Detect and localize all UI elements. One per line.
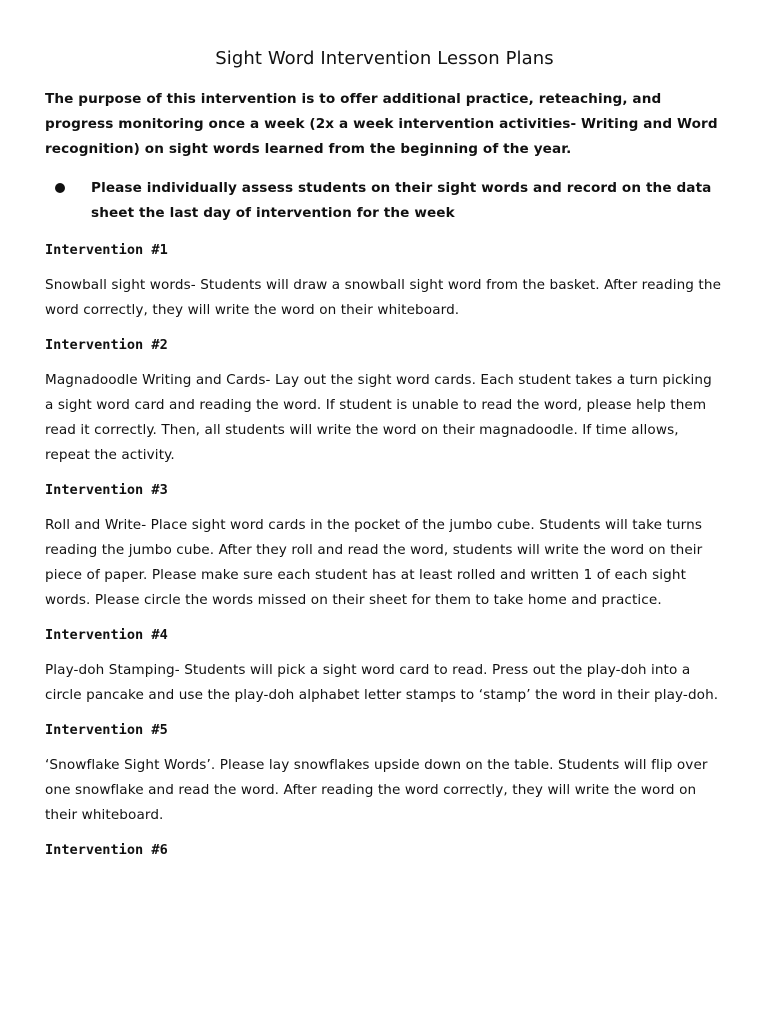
intervention-6	[45, 840, 724, 860]
intervention-3	[45, 480, 724, 613]
assessment-bullet-list	[45, 176, 724, 226]
intervention-heading: Intervention #2	[45, 337, 168, 353]
document-title: Sight Word Intervention Lesson Plans	[215, 48, 554, 69]
intervention-heading: Intervention #1	[45, 242, 168, 258]
intervention-4	[45, 625, 724, 708]
purpose-paragraph: The purpose of this intervention is to offer additional practice, reteaching, and progress monitoring once a week (2x a week intervention activities- Writing and Word recognition) on sight words learned from the beginning of the year.	[45, 91, 718, 157]
intervention-description: Play-doh Stamping- Students will pick a sight word card to read. Press out the play-doh into a circle pancake and use the play-doh alphabet letter stamps to ‘stamp’ the word in their play-doh.	[45, 662, 719, 703]
intervention-heading: Intervention #6	[45, 842, 168, 858]
intervention-heading: Intervention #3	[45, 482, 168, 498]
intervention-2	[45, 335, 724, 468]
intervention-1	[45, 240, 724, 323]
assessment-bullet	[45, 176, 724, 226]
intervention-5	[45, 720, 724, 828]
intervention-description: Magnadoodle Writing and Cards- Lay out the sight word cards. Each student takes a turn picking a sight word card and reading the word. If student is unable to read the word, please help them read it correctly. Then, all students will write the word on their magnadoodle. If time allows, repeat the activity.	[45, 372, 712, 463]
bullet-dot-icon	[55, 183, 65, 193]
intervention-description: ‘Snowflake Sight Words’. Please lay snowflakes upside down on the table. Students will flip over one snowflake and read the word. After reading the word correctly, they will write the word on their whiteboard.	[45, 757, 708, 823]
assessment-bullet-text: Please individually assess students on their sight words and record on the data sheet the last day of intervention for the week	[91, 180, 712, 221]
intervention-description: Roll and Write- Place sight word cards in the pocket of the jumbo cube. Students will take turns reading the jumbo cube. After they roll and read the word, students will write the word on their piece of paper. Please make sure each student has at least rolled and written 1 of each sight words. Please circle the words missed on their sheet for them to take home and practice.	[45, 517, 703, 608]
intervention-heading: Intervention #4	[45, 627, 168, 643]
intervention-description: Snowball sight words- Students will draw a snowball sight word from the basket. After reading the word correctly, they will write the word on their whiteboard.	[45, 277, 722, 318]
intervention-heading: Intervention #5	[45, 722, 168, 738]
